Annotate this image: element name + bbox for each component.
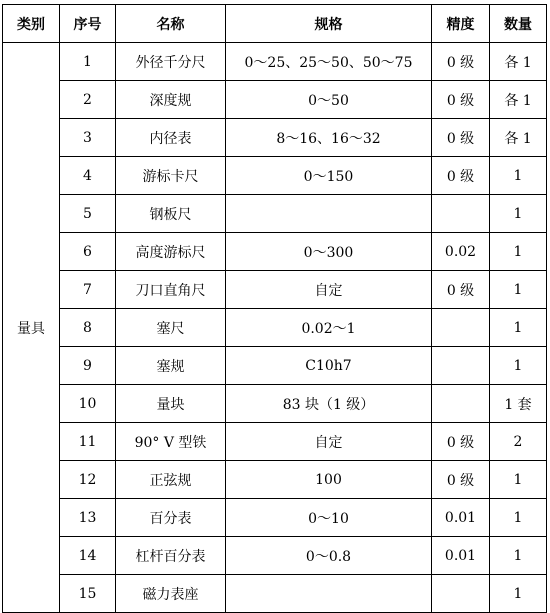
spec-cell: 8～16、16～32 [226,119,432,157]
table-row [3,119,547,157]
header-spec: 规格 [226,5,432,43]
precision-cell: 0 级 [432,81,490,119]
spec-cell [226,575,432,613]
table-row [3,309,547,347]
spec-cell: 自定 [226,271,432,309]
name-cell: 刀口直角尺 [116,271,226,309]
name-cell: 90° V 型铁 [116,423,226,461]
quantity-cell: 各 1 [490,43,547,81]
number-cell: 14 [60,537,116,575]
table-row [3,385,547,423]
table-row [3,233,547,271]
precision-cell [432,195,490,233]
header-quantity: 数量 [490,5,547,43]
table-row [3,43,547,81]
number-cell: 10 [60,385,116,423]
spec-cell: 0～150 [226,157,432,195]
name-cell: 深度规 [116,81,226,119]
name-cell: 外径千分尺 [116,43,226,81]
name-cell: 塞尺 [116,309,226,347]
quantity-cell: 各 1 [490,81,547,119]
spec-cell: 0～300 [226,233,432,271]
number-cell: 12 [60,461,116,499]
table-row [3,347,547,385]
table-row [3,461,547,499]
table-row [3,81,547,119]
precision-cell: 0 级 [432,271,490,309]
header-precision: 精度 [432,5,490,43]
quantity-cell: 1 [490,537,547,575]
category-cell: 量具 [3,43,60,613]
spec-cell: 自定 [226,423,432,461]
table-row [3,575,547,613]
precision-cell: 0 级 [432,43,490,81]
name-cell: 塞规 [116,347,226,385]
table-row [3,537,547,575]
number-cell: 4 [60,157,116,195]
precision-cell [432,385,490,423]
quantity-cell: 1 [490,347,547,385]
name-cell: 杠杆百分表 [116,537,226,575]
number-cell: 15 [60,575,116,613]
measuring-tools-table [2,4,547,613]
table-row [3,195,547,233]
spec-cell: 83 块（1 级） [226,385,432,423]
number-cell: 3 [60,119,116,157]
table-row [3,423,547,461]
quantity-cell: 1 [490,233,547,271]
spec-cell: 0.02～1 [226,309,432,347]
number-cell: 6 [60,233,116,271]
precision-cell: 0 级 [432,119,490,157]
number-cell: 7 [60,271,116,309]
number-cell: 11 [60,423,116,461]
quantity-cell: 1 [490,157,547,195]
quantity-cell: 2 [490,423,547,461]
precision-cell: 0.02 [432,233,490,271]
spec-cell [226,195,432,233]
precision-cell: 0.01 [432,499,490,537]
name-cell: 正弦规 [116,461,226,499]
header-name: 名称 [116,5,226,43]
header-row [3,5,547,43]
name-cell: 内径表 [116,119,226,157]
number-cell: 9 [60,347,116,385]
precision-cell [432,575,490,613]
quantity-cell: 1 套 [490,385,547,423]
table-row [3,157,547,195]
precision-cell: 0.01 [432,537,490,575]
name-cell: 高度游标尺 [116,233,226,271]
precision-cell [432,309,490,347]
precision-cell: 0 级 [432,461,490,499]
spec-cell: C10h7 [226,347,432,385]
table-row [3,271,547,309]
spec-cell: 0～50 [226,81,432,119]
table-row [3,499,547,537]
spec-cell: 0～25、25～50、50～75 [226,43,432,81]
name-cell: 磁力表座 [116,575,226,613]
header-number: 序号 [60,5,116,43]
spec-cell: 0～0.8 [226,537,432,575]
number-cell: 5 [60,195,116,233]
quantity-cell: 1 [490,461,547,499]
precision-cell [432,347,490,385]
table-body [3,43,547,613]
number-cell: 1 [60,43,116,81]
quantity-cell: 各 1 [490,119,547,157]
name-cell: 游标卡尺 [116,157,226,195]
quantity-cell: 1 [490,499,547,537]
precision-cell: 0 级 [432,157,490,195]
spec-cell: 0～10 [226,499,432,537]
number-cell: 13 [60,499,116,537]
quantity-cell: 1 [490,575,547,613]
name-cell: 钢板尺 [116,195,226,233]
spec-cell: 100 [226,461,432,499]
name-cell: 量块 [116,385,226,423]
name-cell: 百分表 [116,499,226,537]
quantity-cell: 1 [490,195,547,233]
number-cell: 8 [60,309,116,347]
quantity-cell: 1 [490,271,547,309]
quantity-cell: 1 [490,309,547,347]
number-cell: 2 [60,81,116,119]
header-category: 类别 [3,5,60,43]
precision-cell: 0 级 [432,423,490,461]
